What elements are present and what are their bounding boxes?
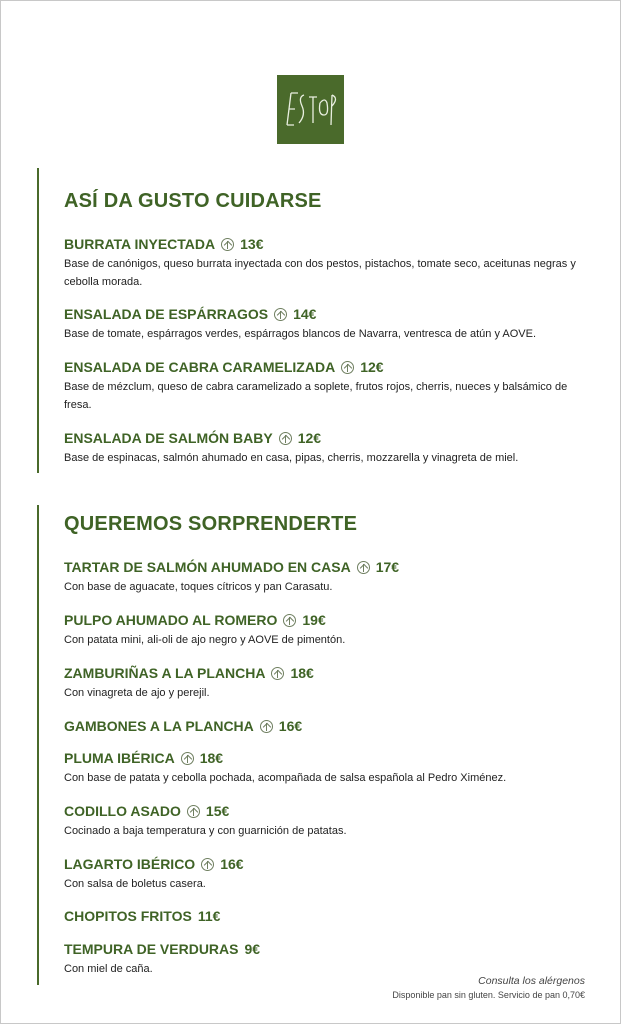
bread-note: Disponible pan sin gluten. Servicio de pan 0,70€ bbox=[392, 990, 585, 1000]
item-price: 18€ bbox=[199, 750, 224, 766]
logo-mark bbox=[277, 75, 344, 144]
item-description: Con salsa de boletus casera. bbox=[64, 878, 206, 890]
menu-item bbox=[64, 907, 594, 925]
item-name: BURRATA INYECTADA bbox=[64, 236, 216, 252]
item-description: Con base de aguacate, toques cítricos y pan Carasatu. bbox=[64, 581, 333, 593]
item-name: CODILLO ASADO bbox=[64, 803, 181, 819]
section-title-salads: ASÍ DA GUSTO CUIDARSE bbox=[64, 190, 322, 212]
item-description: Base de tomate, espárragos verdes, espárragos blancos de Navarra, ventresca de atún y AOVE. bbox=[64, 328, 537, 340]
item-price: 12€ bbox=[360, 359, 384, 375]
item-price: 9€ bbox=[244, 941, 261, 957]
gluten-free-icon bbox=[271, 667, 284, 680]
menu-item bbox=[64, 855, 594, 893]
menu-item bbox=[64, 664, 594, 702]
allergens-note: Consulta los alérgenos bbox=[478, 975, 585, 987]
item-name: CHOPITOS FRITOS bbox=[64, 908, 192, 924]
menu-item bbox=[64, 749, 594, 787]
gluten-free-icon bbox=[279, 432, 292, 445]
item-name: LAGARTO IBÉRICO bbox=[64, 856, 196, 872]
item-price: 12€ bbox=[297, 430, 322, 446]
item-price: 16€ bbox=[278, 718, 303, 734]
item-price: 13€ bbox=[240, 236, 264, 252]
item-name: GAMBONES A LA PLANCHA bbox=[64, 718, 254, 734]
item-description: Con patata mini, ali-oli de ajo negro y AOVE de pimentón. bbox=[64, 634, 346, 646]
item-name: ENSALADA DE SALMÓN BABY bbox=[64, 430, 273, 446]
gluten-free-icon bbox=[181, 752, 194, 765]
gluten-free-icon bbox=[357, 561, 370, 574]
item-description: Base de espinacas, salmón ahumado en casa, pipas, cherris, mozzarella y vinagreta de miel. bbox=[64, 452, 519, 464]
item-description: Con miel de caña. bbox=[64, 963, 153, 975]
item-price: 18€ bbox=[290, 665, 314, 681]
item-name: ENSALADA DE CABRA CARAMELIZADA bbox=[64, 359, 336, 375]
menu-item bbox=[64, 611, 594, 649]
item-price: 16€ bbox=[220, 856, 244, 872]
item-name: TARTAR DE SALMÓN AHUMADO EN CASA bbox=[64, 559, 351, 575]
gluten-free-icon bbox=[260, 720, 273, 733]
section-1-rule bbox=[37, 168, 39, 473]
gluten-free-icon bbox=[341, 361, 354, 374]
item-name: PULPO AHUMADO AL ROMERO bbox=[64, 612, 278, 628]
section-2-rule bbox=[37, 505, 39, 985]
item-name: TEMPURA DE VERDURAS bbox=[64, 941, 239, 957]
item-name: ENSALADA DE ESPÁRRAGOS bbox=[64, 306, 269, 322]
gluten-free-icon bbox=[201, 858, 214, 871]
menu-item bbox=[64, 940, 594, 978]
item-description: Base de canónigos, queso burrata inyectada con dos pestos, pistachos, tomate seco, aceitunas negras y cebolla morada. bbox=[64, 258, 576, 288]
gluten-free-icon bbox=[221, 238, 234, 251]
section-title-specials: QUEREMOS SORPRENDERTE bbox=[64, 513, 358, 535]
logo bbox=[277, 75, 344, 144]
item-description: Cocinado a baja temperatura y con guarnición de patatas. bbox=[64, 825, 347, 837]
gluten-free-icon bbox=[274, 308, 287, 321]
item-price: 17€ bbox=[375, 559, 400, 575]
item-name: PLUMA IBÉRICA bbox=[64, 750, 175, 766]
item-price: 19€ bbox=[302, 612, 326, 628]
item-description: Con vinagreta de ajo y perejil. bbox=[64, 687, 210, 699]
gluten-free-icon bbox=[187, 805, 200, 818]
menu-item bbox=[64, 235, 594, 291]
item-price: 15€ bbox=[205, 803, 230, 819]
item-description: Base de mézclum, queso de cabra caramelizado a soplete, frutos rojos, cherris, nueces y balsámico de fresa. bbox=[64, 381, 568, 411]
item-name: ZAMBURIÑAS A LA PLANCHA bbox=[64, 665, 266, 681]
menu-item bbox=[64, 802, 594, 840]
menu-item bbox=[64, 429, 594, 467]
item-price: 14€ bbox=[293, 306, 317, 322]
menu-item bbox=[64, 358, 594, 414]
menu-item bbox=[64, 305, 594, 343]
menu-item bbox=[64, 558, 594, 596]
gluten-free-icon bbox=[283, 614, 296, 627]
item-description: Con base de patata y cebolla pochada, acompañada de salsa española al Pedro Ximénez. bbox=[64, 772, 507, 784]
item-price: 11€ bbox=[197, 908, 221, 924]
menu-item bbox=[64, 717, 594, 735]
